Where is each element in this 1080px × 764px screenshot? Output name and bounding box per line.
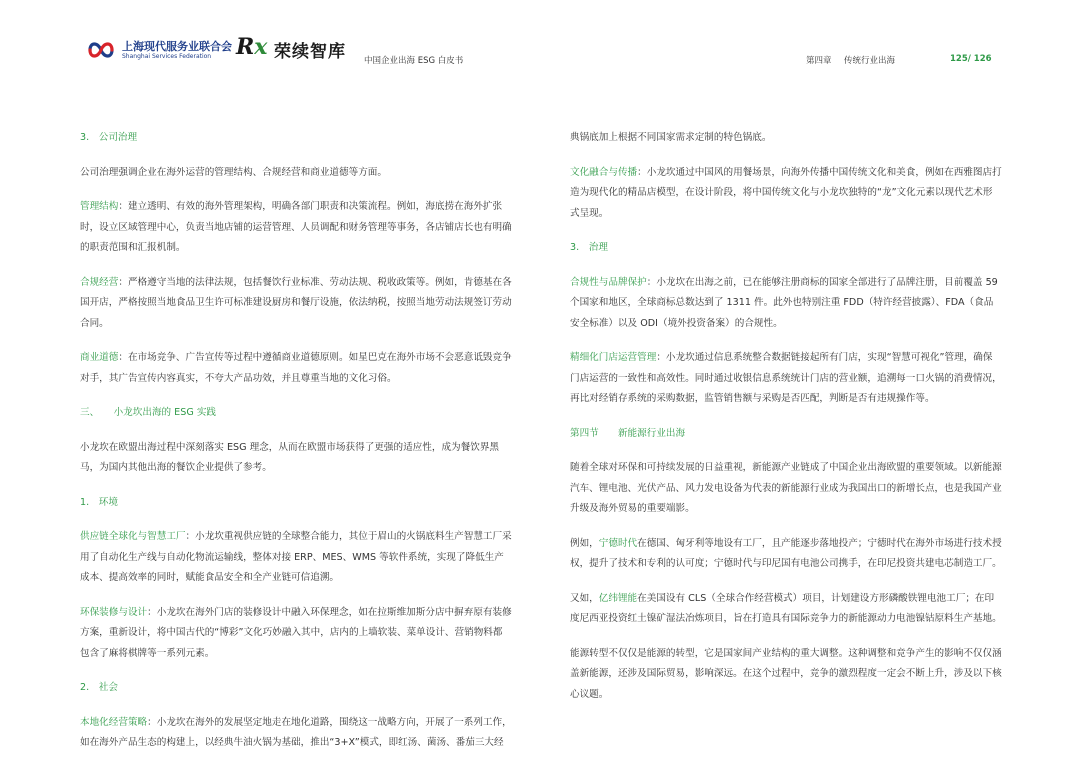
term-eve: 亿纬锂能 bbox=[598, 592, 638, 604]
paragraph-eve bbox=[570, 589, 1002, 630]
heading-governance: 3. 公司治理 bbox=[80, 132, 138, 143]
term-decoration: 环保装修与设计 bbox=[80, 606, 148, 618]
heading-xlk-esg: 三、 小龙坎出海的 ESG 实践 bbox=[80, 407, 217, 418]
text-management: ：建立透明、有效的海外管理架构，明确各部门职责和决策流程。例如，海底捞在海外扩张时，设立区域管理中心，负责当地店铺的运营管理、人员调配和财务管理等事务，各店铺店长也有明确的职责范围和汇报机制。 bbox=[80, 201, 512, 253]
ssf-logo bbox=[86, 36, 232, 64]
heading-environment: 1. 环境 bbox=[80, 496, 118, 508]
term-brand: 合规性与品牌保护 bbox=[570, 276, 647, 288]
document-title: 中国企业出海 ESG 白皮书 bbox=[364, 56, 464, 66]
rongxu-logo bbox=[236, 34, 356, 64]
text-culture: ：小龙坎通过中国风的用餐场景，向海外传播中国传统文化和美食，例如在西雅图店打造为现代化的精品店模型，在设计阶段，将中国传统文化与小龙坎独特的“龙”文化元素以现代艺术形式呈现。 bbox=[570, 166, 1002, 219]
paragraph-decoration bbox=[80, 603, 512, 665]
chapter-name: 传统行业出海 bbox=[844, 56, 896, 66]
paragraph-new-energy: 随着全球对环保和可持续发展的日益重视，新能源产业链成了中国企业出海欧盟的重要领域。以新能源汽车、锂电池、光伏产品、风力发电设备为代表的新能源行业成为我国出口的新增长点，也是我国产业升级及海外贸易的重要端影。 bbox=[570, 462, 1002, 514]
paragraph-localization bbox=[80, 713, 512, 754]
heading-social: 2. 社会 bbox=[80, 682, 118, 693]
paragraph-culture bbox=[570, 163, 1002, 225]
text-catl-prefix: 例如， bbox=[570, 537, 599, 549]
brand-name: 荣续智库 bbox=[274, 42, 346, 62]
term-ethics: 商业道德 bbox=[80, 352, 119, 363]
paragraph-management bbox=[80, 197, 512, 259]
rx-logo-mark: Rx bbox=[236, 34, 268, 60]
text-eve: 在美国设有 CLS（全球合作经营模式）项目，计划建设方形磷酸铁锂电池工厂；在印度尼西亚投资红土镍矿湿法冶炼项目，旨在打造具有国际竞争力的新能源动力电池镍钴原料生产基地。 bbox=[570, 592, 1002, 624]
paragraph-supply-chain bbox=[80, 527, 512, 589]
text-decoration: ：小龙坎在海外门店的装修设计中融入环保理念，如在拉斯维加斯分店中摒弃原有装修方案，重新设计，将中国古代的“博彩”文化巧妙融入其中，店内的上墙软装、菜单设计、营销物料都包含了麻将棋牌等一系列元素。 bbox=[80, 606, 512, 659]
paragraph-xlk-intro: 小龙坎在欧盟出海过程中深刻落实 ESG 理念，从而在欧盟市场获得了更强的适应性，成为餐饮界黑马，为国内其他出海的餐饮企业提供了参考。 bbox=[80, 441, 500, 473]
paragraph-continued: 典锅底加上根据不同国家需求定制的特色锅底。 bbox=[570, 132, 772, 143]
term-supply-chain: 供应链全球化与智慧工厂 bbox=[80, 531, 186, 542]
paragraph-compliance bbox=[80, 273, 512, 335]
paragraph-catl bbox=[570, 534, 1002, 575]
right-column bbox=[570, 128, 1002, 705]
page-number: 125/ 126 bbox=[950, 54, 992, 64]
heading-section-4: 第四节 新能源行业出海 bbox=[570, 427, 686, 439]
page-header bbox=[0, 0, 1080, 80]
org-name-en: Shanghai Services Federation bbox=[122, 53, 212, 60]
term-catl: 宁德时代 bbox=[598, 537, 638, 549]
text-brand: ：小龙坎在出海之前，已在能够注册商标的国家全部进行了品牌注册，目前覆盖 59 个国家和地区，全球商标总数达到了 1311 件。此外也特别注重 FDD（特许经营披露）、FDA（食品安全标准）以及 ODI（境外投资备案）的合规性。 bbox=[570, 276, 998, 329]
ssf-logo-icon bbox=[86, 36, 116, 64]
paragraph-brand bbox=[570, 273, 1002, 335]
paragraph-transition: 能源转型不仅仅是能源的转型，它是国家间产业结构的重大调整。这种调整和竞争产生的影响不仅仅涵盖新能源，还涉及国际贸易，影响深远。在这个过程中，竞争的激烈程度一定会不断上升，涉及以下核心议题。 bbox=[570, 647, 1002, 700]
text-store-ops: ：小龙坎通过信息系统整合数据链接起所有门店，实现“智慧可视化”管理，确保门店运营的一致性和高效性。同时通过收银信息系统统计门店的营业额，追溯每一口火锅的消费情况，再比对经销存系统的采购数据，监管销售额与采购是否匹配，判断是否有违规操作等。 bbox=[570, 352, 1002, 404]
term-culture: 文化融合与传播 bbox=[570, 166, 638, 178]
text-supply-chain: ：小龙坎重视供应链的全球整合能力，其位于眉山的火锅底料生产智慧工厂采用了自动化生产线与自动化物流运输线，整体对接 ERP、MES、WMS 等软件系统，实现了降低生产成本、提高效率的同时，赋能食品安全和全产业链可信追溯。 bbox=[80, 531, 512, 583]
text-eve-prefix: 又如， bbox=[570, 592, 599, 604]
text-ethics: ：在市场竞争、广告宣传等过程中遵循商业道德原则。如星巴克在海外市场不会恶意诋毁竞争对手，其广告宣传内容真实，不夸大产品功效，并且尊重当地的文化习俗。 bbox=[80, 352, 512, 384]
heading-governance-2: 3. 治理 bbox=[570, 242, 608, 253]
org-name-cn: 上海现代服务业联合会 bbox=[122, 40, 232, 53]
term-compliance: 合规经营 bbox=[80, 276, 119, 288]
paragraph-governance-intro: 公司治理强调企业在海外运营的管理结构、合规经营和商业道德等方面。 bbox=[80, 166, 387, 178]
text-compliance: ：严格遵守当地的法律法规，包括餐饮行业标准、劳动法规、税收政策等。例如，肯德基在各国开店，严格按照当地食品卫生许可标准建设厨房和餐厅设施，依法纳税，按照当地劳动法规签订劳动合同。 bbox=[80, 276, 512, 329]
chapter-label: 第四章 bbox=[806, 56, 832, 66]
term-store-ops: 精细化门店运营管理 bbox=[570, 352, 657, 363]
paragraph-store-ops bbox=[570, 348, 1002, 410]
left-column bbox=[80, 128, 512, 754]
text-localization: ：小龙坎在海外的发展坚定地走在地化道路，围绕这一战略方向，开展了一系列工作，如在海外产品生态的构建上，以经典牛油火锅为基础，推出“3+X”模式，即红汤、菌汤、番茄三大经 bbox=[80, 716, 512, 748]
term-localization: 本地化经营策略 bbox=[80, 716, 148, 728]
paragraph-ethics bbox=[80, 348, 512, 389]
text-catl: 在德国、匈牙利等地设有工厂，且产能逐步落地投产；宁德时代在海外市场进行技术授权，提升了技术和专利的认可度；宁德时代与印尼国有电池公司携手，在印尼投资共建电芯制造工厂。 bbox=[570, 537, 1002, 569]
term-management: 管理结构 bbox=[80, 201, 119, 212]
